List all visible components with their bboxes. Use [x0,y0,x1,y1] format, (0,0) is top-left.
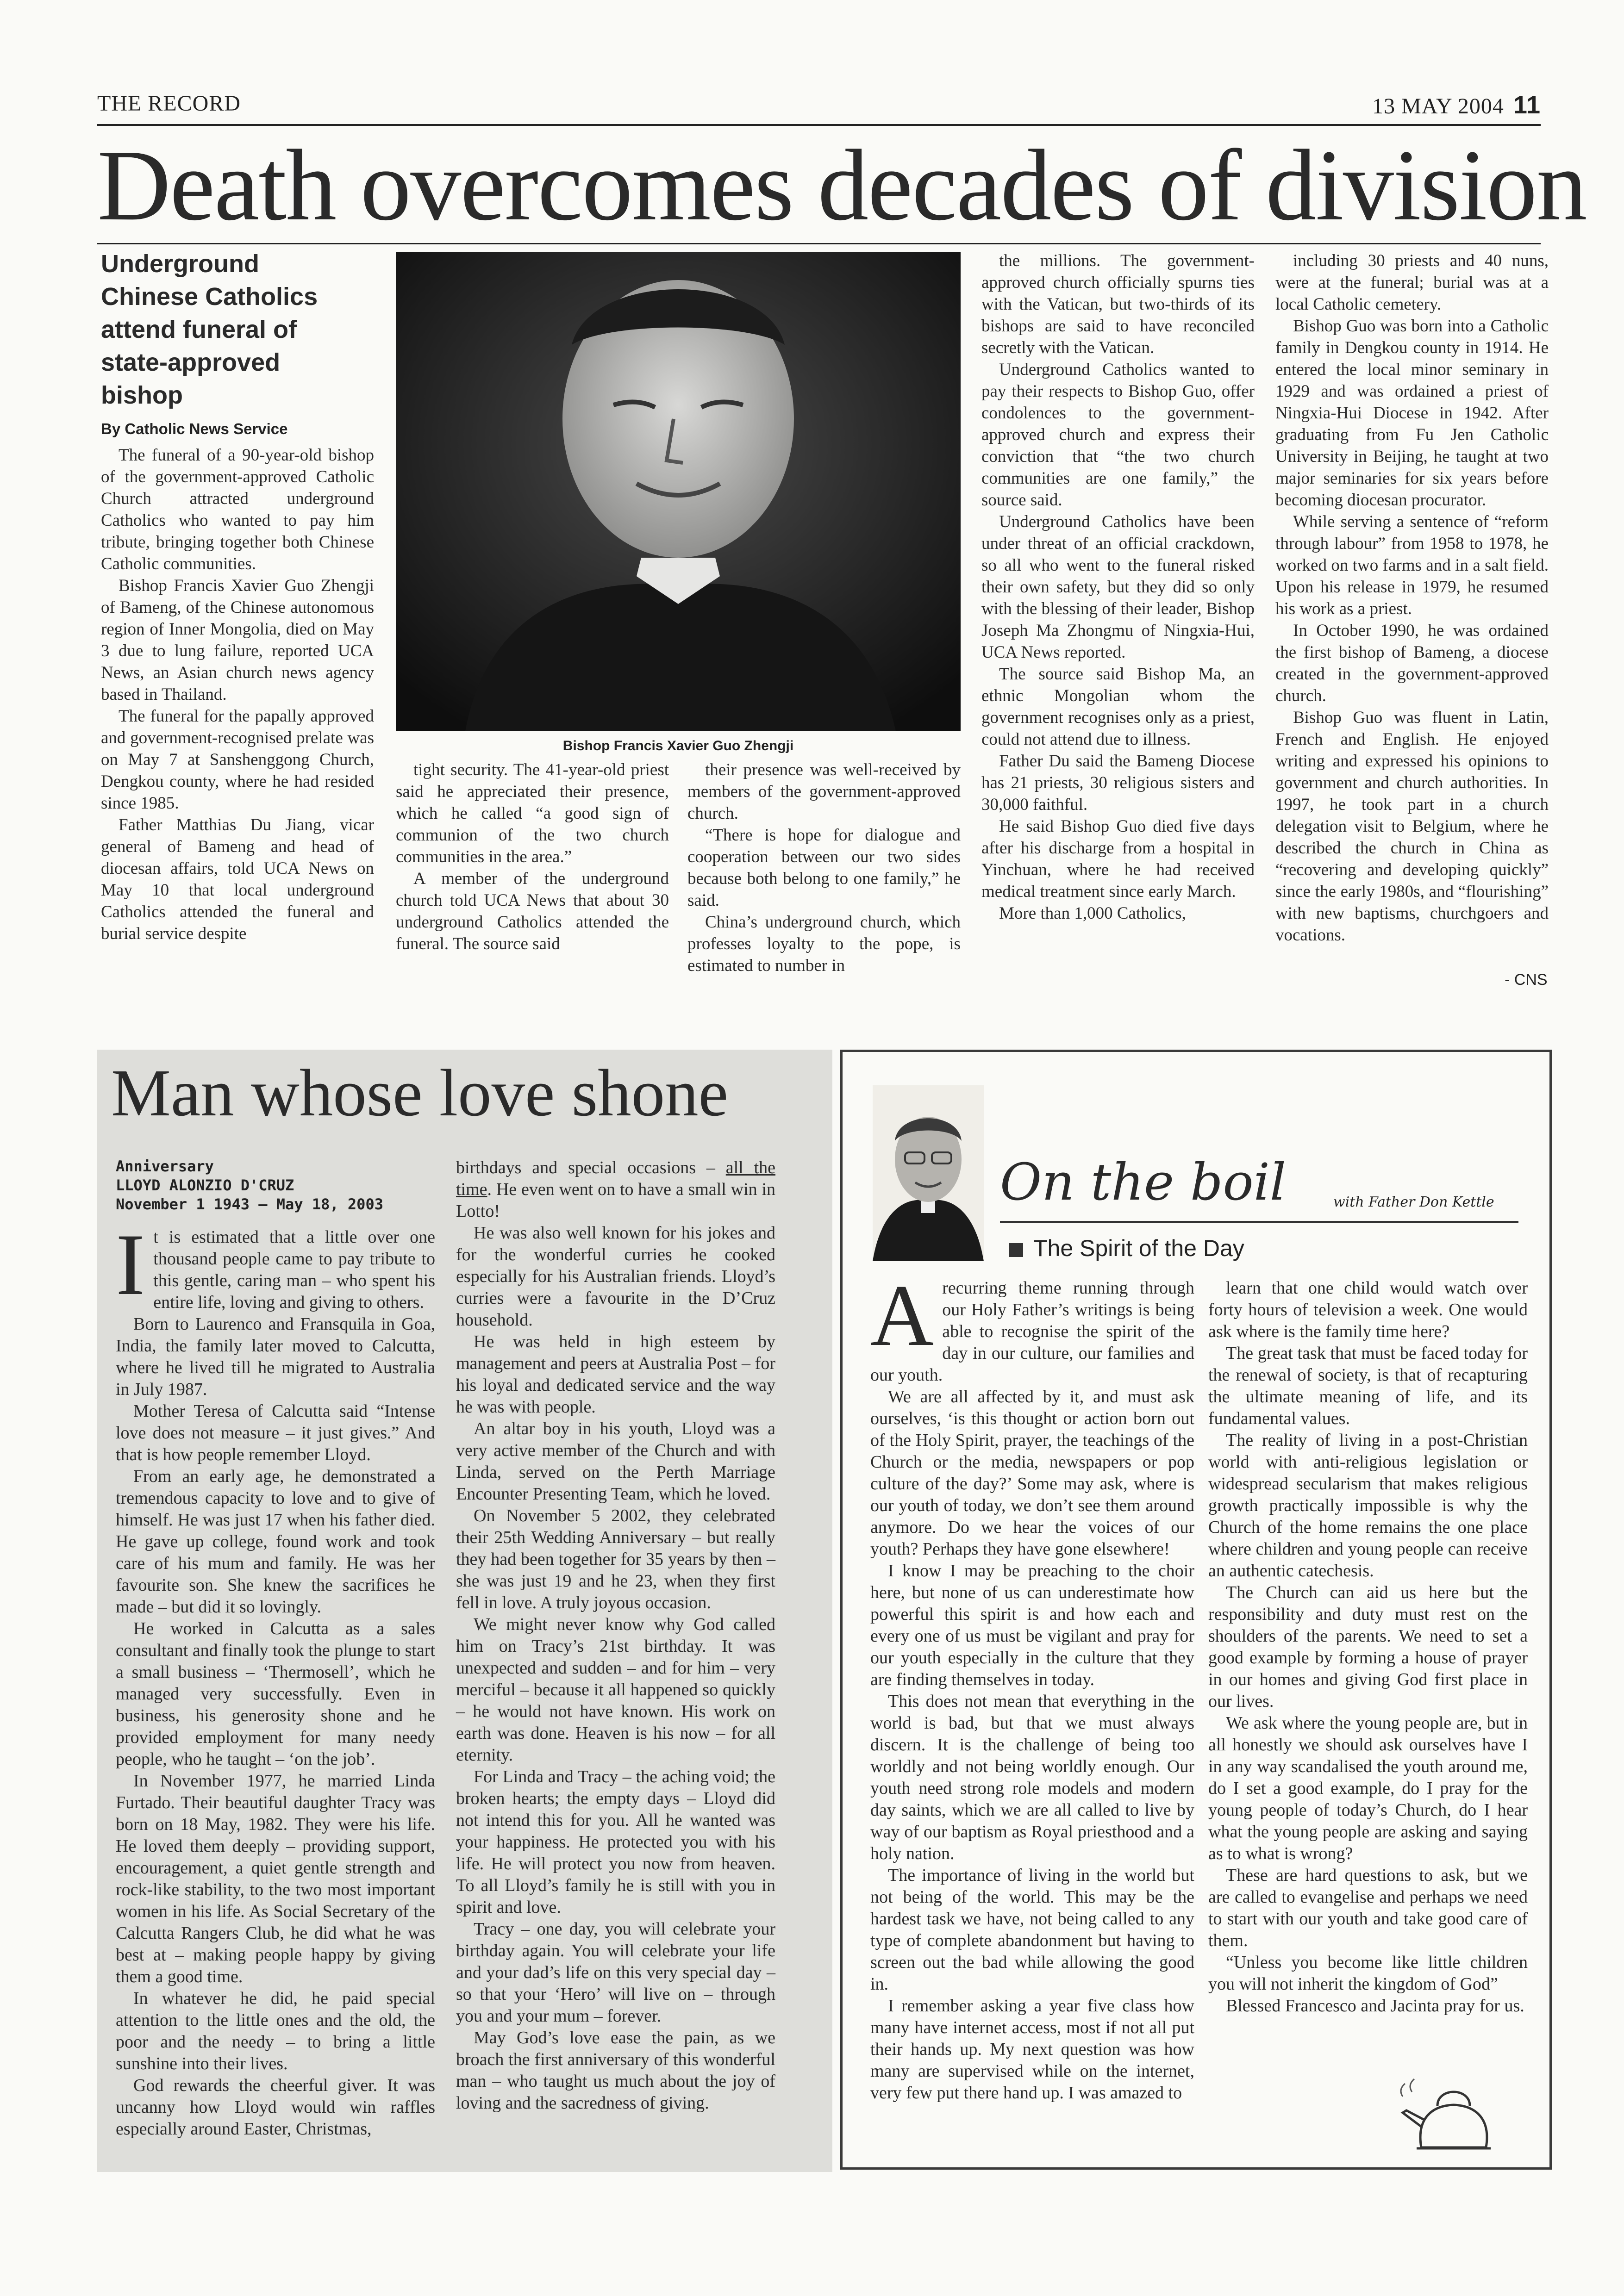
column-body-2 [1208,1277,1528,2017]
obituary-underlined: all the time [456,1158,775,1199]
column-lead: recurring theme running through our Holy Father’s writings is being able to recognise the spirit of the day in our culture, our families and our youth. [870,1278,1194,1385]
paragraph: The reality of living in a post-Christian world with anti-religious legislation or widespread secularism that makes religious growth practically impossible is why the Church of the home remains the one place where children and young people can receive an authentic catechesis. [1208,1431,1528,1580]
paragraph: An altar boy in his youth, Lloyd was a very active member of the Church and with Linda, served on the Perth Marriage Encounter Presenting Team, which he loved. [456,1419,775,1504]
paragraph: In November 1977, he married Linda Furtado. Their beautiful daughter Tracy was born on 18 May, 1982. They were his life. He loved them deeply – providing support, encouragement, a quiet gentle strength and rock-like stability, to the two most important women in his life. As Social Secretary of the Calcutta Rangers Club, he did what he was best at – making people happy by giving them a good time. [116,1771,435,1986]
paragraph: While serving a sentence of “reform through labour” from 1958 to 1978, he worked on two farms and in a salt field. Upon his release in 1979, he resumed his work as a priest. [1275,512,1549,618]
paragraph: God rewards the cheerful giver. It was uncanny how Lloyd would win raffles especially around Easter, Christmas, [116,2076,435,2139]
paragraph: their presence was well-received by members of the government-approved church. [687,760,961,823]
column-rule [1000,1221,1518,1223]
square-bullet-icon [1009,1243,1023,1257]
headline-rule [97,243,1541,244]
column-body-1 [870,1267,1194,2104]
paragraph: tight security. The 41-year-old priest said he appreciated their presence, which he called “a good sign of communion of the two church communities in the area.” [396,760,669,866]
main-headline: Death overcomes decades of division [97,129,1587,242]
paragraph: Bishop Guo was born into a Catholic family in Dengkou county in 1914. He entered the local minor seminary in 1929 and was ordained a priest of Ningxia-Hui Diocese in 1942. After graduating from Fu Jen Catholic University in Beijing, he taught at two major seminaries for six years before becoming diocesan procurator. [1275,317,1549,510]
section-title: The Spirit of the Day [1033,1235,1244,1261]
column-section [1009,1235,1244,1262]
byline: By Catholic News Service [101,420,288,437]
paragraph: These are hard questions to ask, but we are called to evangelise and perhaps we need to start with our youth and take good care of them. [1208,1866,1528,1950]
story1-column-3 [687,759,961,977]
paragraph: In October 1990, he was ordained the first bishop of Bameng, a diocese created in the government-approved church. [1275,621,1549,705]
paragraph: I remember asking a year five class how many have internet access, most if not all put their hands up. My next question was how many are supervised while on the internet, very few put there hand up. I was amazed to [870,1996,1194,2103]
paragraph: He was also well known for his jokes and for the wonderful curries he cooked especially for his Australian friends. Lloyd’s curries were a favourite in the D’Cruz household. [456,1223,775,1330]
paragraph: We are all affected by it, and must ask ourselves, ‘is this thought or action born out of the Holy Spirit, prayer, the teachings of the Church or the media, newspapers or pop culture of the day?’ Some may ask, where is our youth of today, we don’t see them around anymore. Do we hear the voices of our youth? Perhaps they have gone elsewhere! [870,1387,1194,1559]
paragraph: Father Matthias Du Jiang, vicar general of Bameng and head of diocesan affairs, told UCA News on May 10 that local underground Catholics attended the funeral and burial service despite [101,815,374,943]
story-deck: Underground Chinese Catholics attend funeral of state-approved bishop [101,250,318,409]
kettle-illustration [1393,2069,1514,2159]
page-number: 11 [1513,91,1541,119]
obituary-column-2 [456,1157,775,2114]
paragraph: Mother Teresa of Calcutta said “Intense love does not measure – it just gives.” And that is how people remember Lloyd. [116,1401,435,1464]
obituary-col2-rest: . He even went on to have a small win in Lotto! [456,1180,775,1221]
paragraph: “Unless you become like little children you will not inherit the kingdom of God” [1208,1953,1528,1994]
obituary-lead: t is estimated that a little over one thousand people came to pay tribute to this gentle, caring man – who spent his entire life, loving and giving to others. [153,1227,435,1312]
story1-column-2 [396,759,669,955]
column-dropcap: A [870,1267,934,1364]
obituary-dropcap: I [116,1216,145,1313]
paragraph: Blessed Francesco and Jacinta pray for us. [1226,1996,1524,2016]
paragraph: The great task that must be faced today for the renewal of society, is that of recapturing the ultimate meaning of life, and its fundamental values. [1208,1344,1528,1428]
paragraph: The source said Bishop Ma, an ethnic Mongolian whom the government recognises only as a priest, could not attend due to illness. [981,665,1255,749]
paragraph: More than 1,000 Catholics, [999,904,1186,923]
paragraph: I know I may be preaching to the choir here, but none of us can underestimate how powerful this spirit is and how each and every one of us must be vigilant and pray for our youth especially in the culture that they are finding themselves in today. [870,1561,1194,1689]
bishop-portrait-icon [396,252,961,731]
priest-portrait-icon [873,1085,984,1261]
paragraph: The funeral of a 90-year-old bishop of the government-approved Catholic Church attracted underground Catholics who wanted to pay him tribute, bringing together both Chinese Catholic communities. [101,446,374,573]
paragraph: including 30 priests and 40 nuns, were at the funeral; burial was at a local Catholic cemetery. [1275,251,1549,314]
obituary-dates: November 1 1943 – May 18, 2003 [116,1195,383,1213]
photo-caption: Bishop Francis Xavier Guo Zhengji [562,738,794,753]
story1-column-4 [981,250,1255,924]
paragraph: The Church can aid us here but the responsibility and duty must rest on the shoulders of the parents. We need to set a good example by forming a house of prayer in our homes and giving God first place in our lives. [1208,1583,1528,1711]
paragraph: May God’s love ease the pain, as we broach the first anniversary of this wonderful man – who taught us much about the joy of loving and the sacredness of giving. [456,2028,775,2113]
paragraph: the millions. The government-approved church officially spurns ties with the Vatican, but two-thirds of its bishops are said to have reconciled secretly with the Vatican. [981,251,1255,357]
obituary-column-1 [116,1216,435,2140]
paragraph: learn that one child would watch over forty hours of television a week. One would ask where is the family time here? [1208,1278,1528,1341]
paragraph: Father Du said the Bameng Diocese has 21 priests, 30 religious sisters and 30,000 faithful. [981,752,1255,814]
paragraph: He said Bishop Guo died five days after his discharge from a hospital in Yinchuan, where he had received medical treatment since early March. [981,817,1255,901]
obituary-meta [116,1157,383,1214]
column-author: with Father Don Kettle [1333,1194,1494,1210]
paragraph: He worked in Calcutta as a sales consultant and finally took the plunge to start a small business – ‘Thermosell’, which he managed very successfully. Even in business, his generosity shone and he provided employment for many needy people, who he taught – ‘on the job’. [116,1619,435,1769]
obituary-name: LLOYD ALONZIO D'CRUZ [116,1176,294,1194]
paragraph: Underground Catholics wanted to pay their respects to Bishop Guo, offer condolences to the government-approved church and express their conviction that “the two church communities are one family,” the source said. [981,360,1255,510]
paragraph: On November 5 2002, they celebrated their 25th Wedding Anniversary – but really they had been together for 35 years by then – she was just 19 and he 23, when they first fell in love. A truly joyous occasion. [456,1506,775,1612]
story1-column-1 [101,444,374,945]
kettle-icon [1393,2069,1514,2157]
paragraph: For Linda and Tracy – the aching void; the broken hearts; the empty days – Lloyd did not intend this for you. All he wanted was your happiness. He protected you with his life. He will protect you now from heaven. To all Lloyd’s family he is still with you in spirit and love. [456,1767,775,1917]
paragraph: This does not mean that everything in the world is bad, but that we must always discern. It is the challenge of being too worldly and not being worldly enough. Our youth need strong role models and modern day saints, which we are all called to live by way of our baptism as Royal priesthood and a holy nation. [870,1692,1194,1863]
paragraph: China’s underground church, which professes loyalty to the pope, is estimated to number in [687,913,961,975]
paragraph: Bishop Guo was fluent in Latin, French and English. He enjoyed writing and expressed his opinions to government and church authorities. In 1997, he took part in a church delegation visit to Belgium, where he described the church in China as “recovering and developing quickly” since the early 1980s, and “flourishing” with new baptisms, churchgoers and vocations. [1275,708,1549,945]
paragraph: He was held in high esteem by management and peers at Australia Post – for his loyal and dedicated service and the way he was with people. [456,1332,775,1417]
paragraph: We might never know why God called him on Tracy’s 21st birthday. It was unexpected and sudden – and for him – very merciful – because it all happened so quickly – he would not have known. His work on earth was done. Heaven is his now – for all eternity. [456,1615,775,1765]
story1-column-5 [1275,250,1549,946]
paragraph: From an early age, he demonstrated a tremendous capacity to love and to give of himself. He was just 17 when his father died. He gave up college, found work and took care of his mum and family. He was her favourite son. She knew the sacrifices he made – but did it so lovingly. [116,1467,435,1617]
paragraph: We ask where the young people are, but in all honestly we should ask ourselves have I in any way scandalised the youth around me, do I set a good example, do I pray for the young people of today’s Church, do I hear what the young people are asking and saying as to what is wrong? [1208,1713,1528,1863]
issue-date [1372,91,1541,119]
bishop-photo [396,252,961,731]
paragraph: A member of the underground church told UCA News that about 30 underground Catholics attended the funeral. The source said [396,869,669,953]
paragraph: In whatever he did, he paid special attention to the little ones and the old, the poor and the needy – to bring a little sunshine into their lives. [116,1989,435,2073]
header-rule [97,124,1541,126]
column-title: On the boil [1000,1152,1287,1212]
paragraph: Tracy – one day, you will celebrate your birthday again. You will celebrate your life and your dad’s life on this very special day – so that your ‘Hero’ will live on – through you and your mum – forever. [456,1919,775,2026]
obituary-kicker: Anniversary [116,1157,214,1175]
paragraph: The funeral for the papally approved and government-recognised prelate was on May 7 at Sanshenggong Church, Dengkou county, where he had resided since 1985. [101,707,374,813]
author-photo [873,1085,984,1261]
obituary-col2-first: birthdays and special occasions – [456,1158,726,1177]
paragraph: Underground Catholics have been under threat of an official crackdown, so all who went to the funeral risked their own safety, but they did so only with the blessing of their leader, Bishop Joseph Ma Zhongmu of Ningxia-Hui, UCA News reported. [981,512,1255,662]
paragraph: “There is hope for dialogue and cooperation between our two sides because both belong to one family,” he said. [687,826,961,910]
date-text: 13 MAY 2004 [1372,94,1504,118]
paragraph: Bishop Francis Xavier Guo Zhengji of Bameng, of the Chinese autonomous region of Inner Mongolia, died on May 3 due to lung failure, reported UCA News, an Asian church news agency based in Thailand. [101,576,374,704]
obituary-headline: Man whose love shone [111,1056,728,1130]
publication-name: THE RECORD [97,91,241,116]
paragraph: The importance of living in the world but not being of the world. This may be the hardest task we have, not being called to any type of complete abandonment but having to screen out the bad while allowing the good in. [870,1866,1194,1994]
paragraph: Born to Laurenco and Fransquila in Goa, India, the family later moved to Calcutta, where he lived till he migrated to Australia in July 1987. [116,1314,435,1399]
signoff: - CNS [1505,971,1548,989]
